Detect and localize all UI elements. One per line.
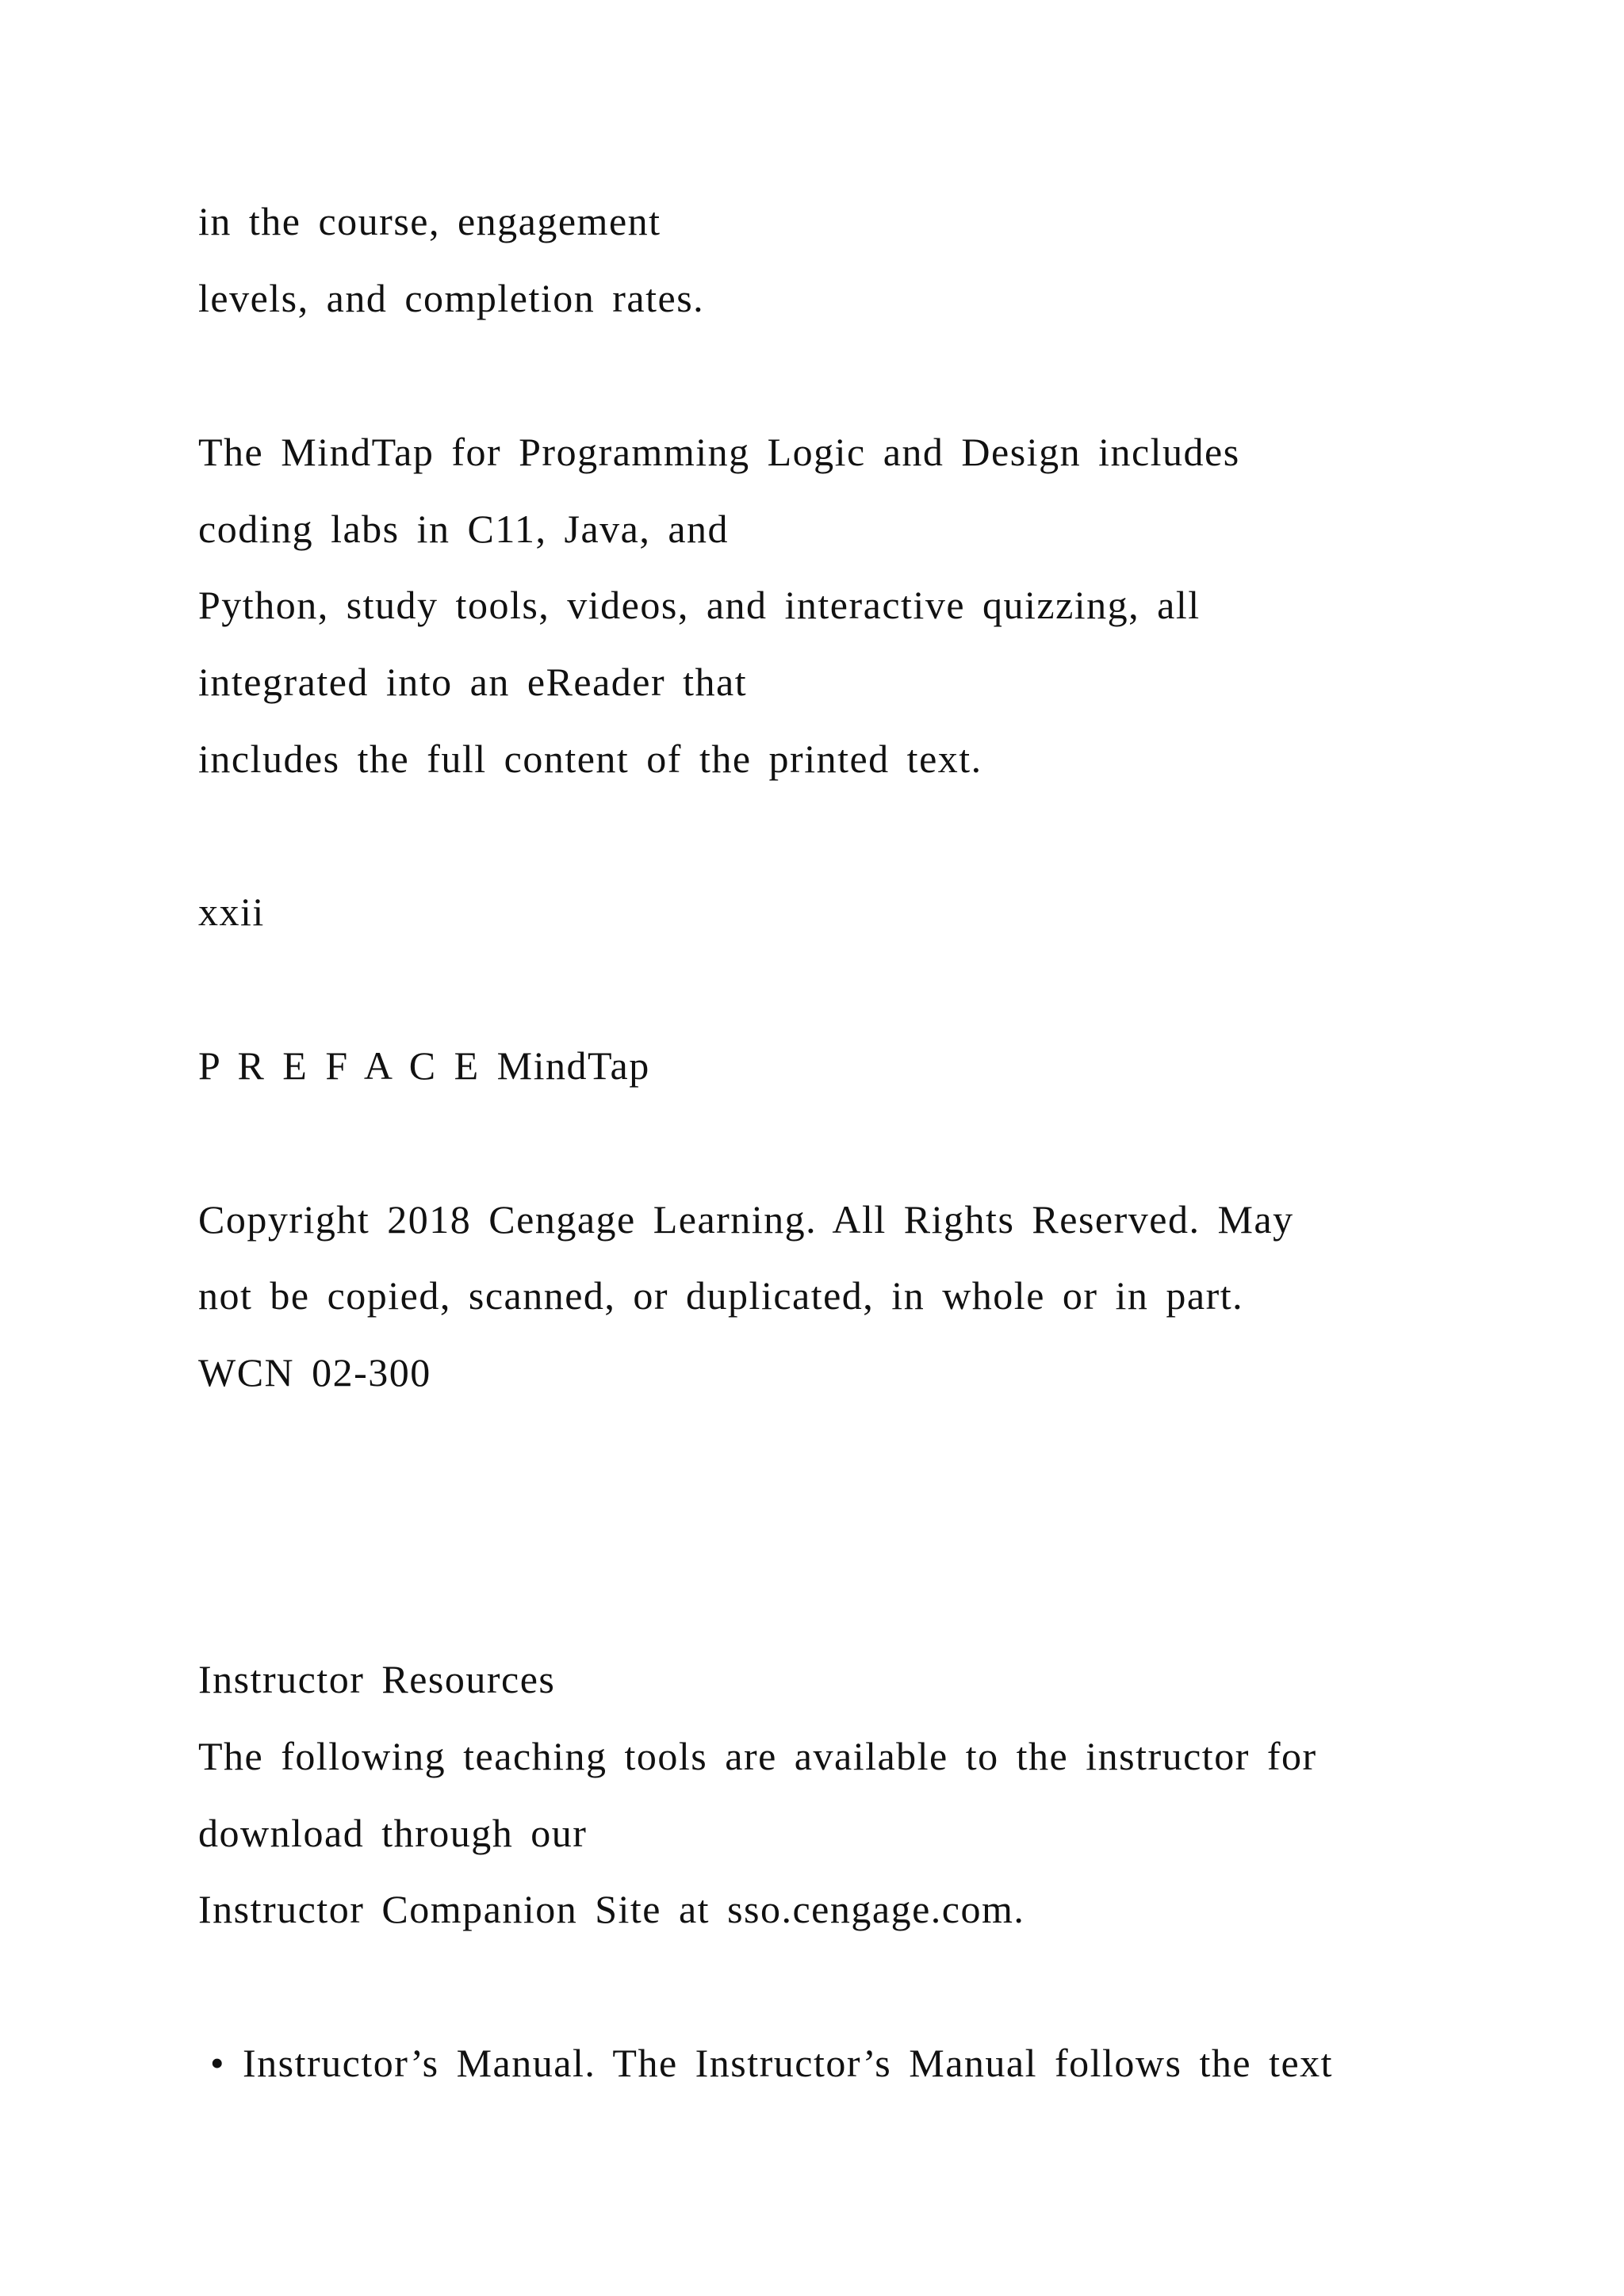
copyright-line-3: WCN 02-300 (198, 1350, 431, 1395)
paragraph-2-line-1: The MindTap for Programming Logic and Design includes (198, 430, 1240, 474)
paragraph-1-line-1: in the course, engagement (198, 199, 661, 243)
bullet-item-instructors-manual: • Instructor’s Manual. The Instructor’s Manual follows the text (210, 2041, 1334, 2085)
page-number: xxii (198, 890, 265, 934)
paragraph-1-line-2: levels, and completion rates. (198, 276, 705, 320)
instructor-resources-line-1: The following teaching tools are available to the instructor for (198, 1734, 1317, 1778)
paragraph-2-line-4: integrated into an eReader that (198, 660, 748, 704)
instructor-resources-heading: Instructor Resources (198, 1657, 556, 1701)
running-header: P R E F A C E MindTap (198, 1043, 650, 1088)
paragraph-2-line-2: coding labs in C11, Java, and (198, 507, 730, 551)
instructor-resources-line-3: Instructor Companion Site at sso.cengage.com. (198, 1887, 1025, 1931)
instructor-resources-line-2: download through our (198, 1811, 588, 1855)
copyright-line-2: not be copied, scanned, or duplicated, in whole or in part. (198, 1273, 1244, 1318)
paragraph-2-line-3: Python, study tools, videos, and interactive quizzing, all (198, 583, 1201, 627)
copyright-line-1: Copyright 2018 Cengage Learning. All Rights Reserved. May (198, 1197, 1294, 1242)
paragraph-2-line-5: includes the full content of the printed text. (198, 737, 982, 781)
